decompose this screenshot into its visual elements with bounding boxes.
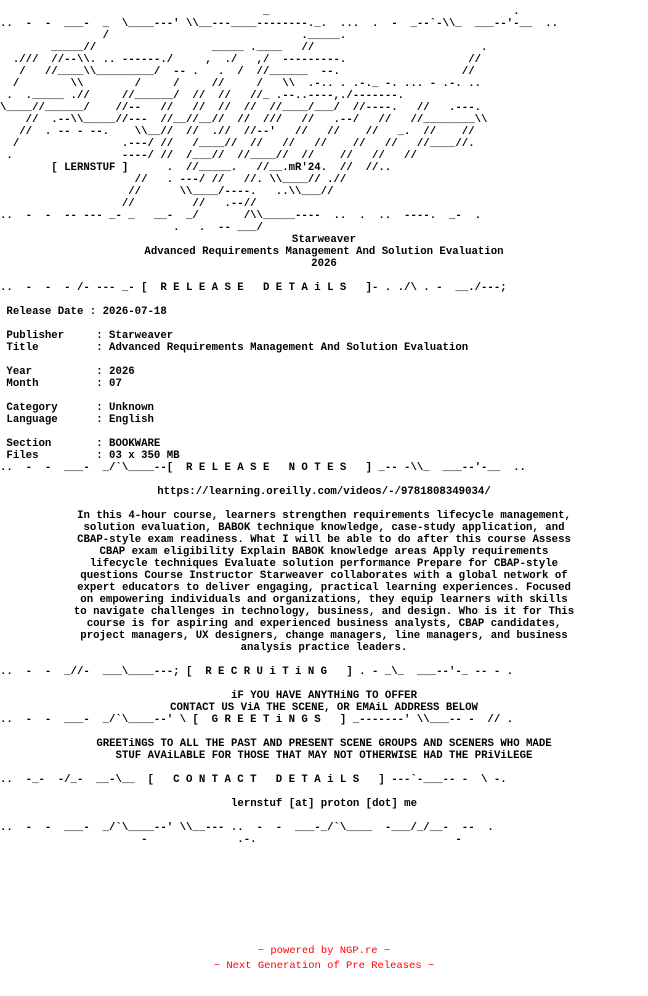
- divider-release-notes: .. - - ___- _/`\____--[ R E L E A S E N O T E S ] _-- -\\_ ___--'-__ ..: [0, 462, 526, 474]
- spacer: [0, 318, 648, 330]
- divider-recruiting: .. - - _//- ___\____---; [ R E C R U i T i N G ] . - _\_ ___--'-_ -- - .: [0, 666, 514, 678]
- detail-row: Language : English: [0, 414, 154, 426]
- nfo-document: [0, 6, 648, 846]
- spacer: [0, 786, 648, 798]
- spacer: [0, 498, 648, 510]
- spacer: [0, 810, 648, 822]
- detail-row: Publisher : Starweaver: [0, 330, 174, 342]
- spacer: [0, 726, 648, 738]
- course-url: https://learning.oreilly.com/videos/-/9781808349034/: [157, 486, 491, 498]
- detail-row: [0, 426, 648, 438]
- spacer: [0, 294, 648, 306]
- divider-release-details: .. - - - /- --- _- [ R E L E A S E D E T A i L S ]- . ./\ . - __./---;: [0, 282, 507, 294]
- release-date-row: Release Date : 2026-07-18: [0, 306, 167, 318]
- detail-row: Month : 07: [0, 378, 122, 390]
- detail-row: Category : Unknown: [0, 402, 154, 414]
- release-title: Advanced Requirements Management And Solution Evaluation: [144, 246, 504, 258]
- group-name: Starweaver: [291, 234, 357, 246]
- ascii-logo-art: _ . .. - - ___- _ \____---' \\__---____--------._. ... . - _--`-\\_ ___--'-__ .. / ._____. _____// _____ .____ // . ./// //--\\. .. ------./ , ./ ,/ ---------. // / //____\\_________/ -- . . / //______ --. // / \\ / / // / \\ .-.. . .-._ -. ... - .-. .. . ._____ .// //______/ // // //_ .--..----,./-------. \____//______/ //-- // // // // //____/___/ //----. // .---. // .--\\_____//--- //__//__// // /// // .--/ // //________\\ // . -- - --. \\__// // .// //--' // // // _. // // / .---/ // /____// // // // // // //____//. . ----/ // /___// //____// // // // // [ LERNSTUF ] . //_____. //__.mR'24. // //.. // . ---/ // //. \\____// .// // \\____/----. ..\\___// // // .--// .. - - -- --- _- _ __- _/ /\\_____---- .. . .. ----. _- . . . -- ___/: [0, 6, 558, 234]
- footer-tagline: ~ Next Generation of Pre Releases ~: [213, 960, 435, 972]
- spacer: [0, 654, 648, 666]
- powered-by-link[interactable]: ~ powered by NGP.re ~: [257, 945, 391, 957]
- course-description: In this 4-hour course, learners strengthen requirements lifecycle management, solution evaluation, BABOK technique knowledge, case-study application, and CBAP-style exam readiness. What I will be able to do after this course Assess CBAP exam eligibility Explain BABOK knowledge areas Apply requirements lifecycle techniques Evaluate solution performance Prepare for CBAP-style questions Course Instructor Starweaver collaborates with a global network of expert educators to deliver engaging, practical learning experiences. Focused on empowering individuals and organizations, they equip learners with skills to navigate challenges in technology, business, and design. Who is it for This course is for aspiring and experienced business analysts, CBAP candidates, project managers, UX designers, change managers, line managers, and business analysis practice leaders.: [73, 510, 575, 654]
- detail-row: [0, 390, 648, 402]
- detail-row: Year : 2026: [0, 366, 135, 378]
- footer: [0, 944, 648, 974]
- spacer: [0, 270, 648, 282]
- contact-email: lernstuf [at] proton [dot] me: [231, 798, 417, 810]
- divider-contact: .. -_- -/_- __-\__ [ C O N T A C T D E T A i L S ] ---`-___-- - \ -.: [0, 774, 507, 786]
- spacer: [0, 678, 648, 690]
- divider-closing: .. - - ___- _/`\____--' \\__--- .. - - ___-_/`\____ -___/_/__- -- . - .-. -: [0, 822, 494, 846]
- detail-row: [0, 354, 648, 366]
- spacer: [0, 474, 648, 486]
- release-year: 2026: [311, 258, 337, 270]
- greetings-text: GREETiNGS TO ALL THE PAST AND PRESENT SCENE GROUPS AND SCENERS WHO MADE STUF AVAiLABLE FOR THOSE THAT MAY NOT OTHERWISE HAD THE PRiViLEGE: [96, 738, 552, 762]
- detail-row: Title : Advanced Requirements Management And Solution Evaluation: [0, 342, 469, 354]
- divider-greetings: .. - - ___- _/`\____--' \ [ G R E E T i N G S ] _-------' \\___-- - // .: [0, 714, 514, 726]
- detail-row: Section : BOOKWARE: [0, 438, 161, 450]
- recruiting-text: iF YOU HAVE ANYTHiNG TO OFFER CONTACT US ViA THE SCENE, OR EMAiL ADDRESS BELOW: [170, 690, 478, 714]
- spacer: [0, 762, 648, 774]
- detail-row: Files : 03 x 350 MB: [0, 450, 180, 462]
